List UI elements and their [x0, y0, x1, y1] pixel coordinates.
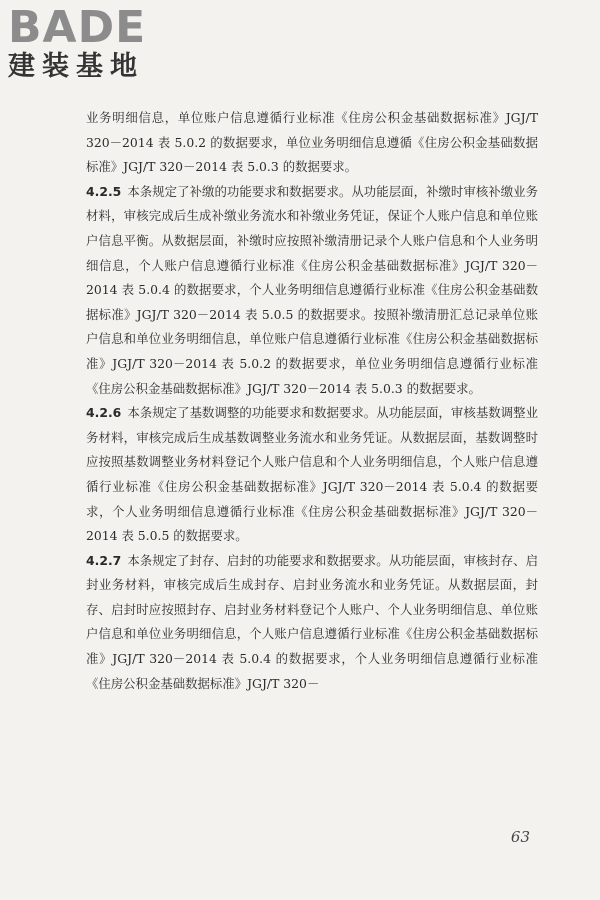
paragraph-text: 本条规定了补缴的功能要求和数据要求。从功能层面，补缴时审核补缴业务材料，审核完成后生成补缴业务流水和补缴业务凭证，保证个人账户信息和单位账户信息平衡。从数据层面，补缴时应按照补缴清册记录个人账户信息和个人业务明细信息，个人账户信息遵循行业标准《住房公积金基础数据标准》JGJ/T 320－2014 表 5.0.4 的数据要求，个人业务明细信息遵循行业标准《住房公积金基础数据标准》JGJ/T 320－2014 表 5.0.5 的数据要求。按照补缴清册汇总记录单位账户信息和单位业务明细信息，单位账户信息遵循行业标准《住房公积金基础数据标准》JGJ/T 320－2014 表 5.0.2 的数据要求，单位业务明细信息遵循行业标准《住房公积金基础数据标准》JGJ/T 320－2014 表 5.0.3 的数据要求。 — [86, 183, 538, 396]
page-number: 63 — [510, 828, 530, 846]
clause-4-2-5 — [86, 180, 538, 401]
logo-subtitle: 建装基地 — [8, 51, 144, 82]
paragraph-text: 业务明细信息，单位账户信息遵循行业标准《住房公积金基础数据标准》JGJ/T 320－2014 表 5.0.2 的数据要求，单位业务明细信息遵循《住房公积金基础数据标准》JGJ/T 320－2014 表 5.0.3 的数据要求。 — [86, 110, 538, 175]
paragraph-text: 本条规定了基数调整的功能要求和数据要求。从功能层面，审核基数调整业务材料，审核完成后生成基数调整业务流水和业务凭证。从数据层面，基数调整时应按照基数调整业务材料登记个人账户信息和个人业务明细信息，个人账户信息遵循行业标准《住房公积金基础数据标准》JGJ/T 320－2014 表 5.0.4 的数据要求，个人业务明细信息遵循行业标准《住房公积金基础数据标准》JGJ/T 320－2014 表 5.0.5 的数据要求。 — [86, 405, 538, 544]
paragraph-continuation — [86, 106, 538, 180]
clause-number: 4.2.5 — [86, 183, 122, 199]
clause-4-2-7 — [86, 549, 538, 697]
clause-number: 4.2.6 — [86, 405, 122, 421]
bade-logo — [8, 2, 147, 82]
clause-4-2-6 — [86, 401, 538, 549]
document-body — [86, 106, 538, 696]
logo-brand: BADE — [8, 2, 147, 53]
paragraph-text: 本条规定了封存、启封的功能要求和数据要求。从功能层面，审核封存、启封业务材料，审核完成后生成封存、启封业务流水和业务凭证。从数据层面，封存、启封时应按照封存、启封业务材料登记个人账户、个人业务明细信息、单位账户信息和单位业务明细信息，个人账户信息遵循行业标准《住房公积金基础数据标准》JGJ/T 320－2014 表 5.0.4 的数据要求，个人业务明细信息遵循行业标准《住房公积金基础数据标准》JGJ/T 320－ — [86, 552, 538, 691]
clause-number: 4.2.7 — [86, 552, 122, 568]
